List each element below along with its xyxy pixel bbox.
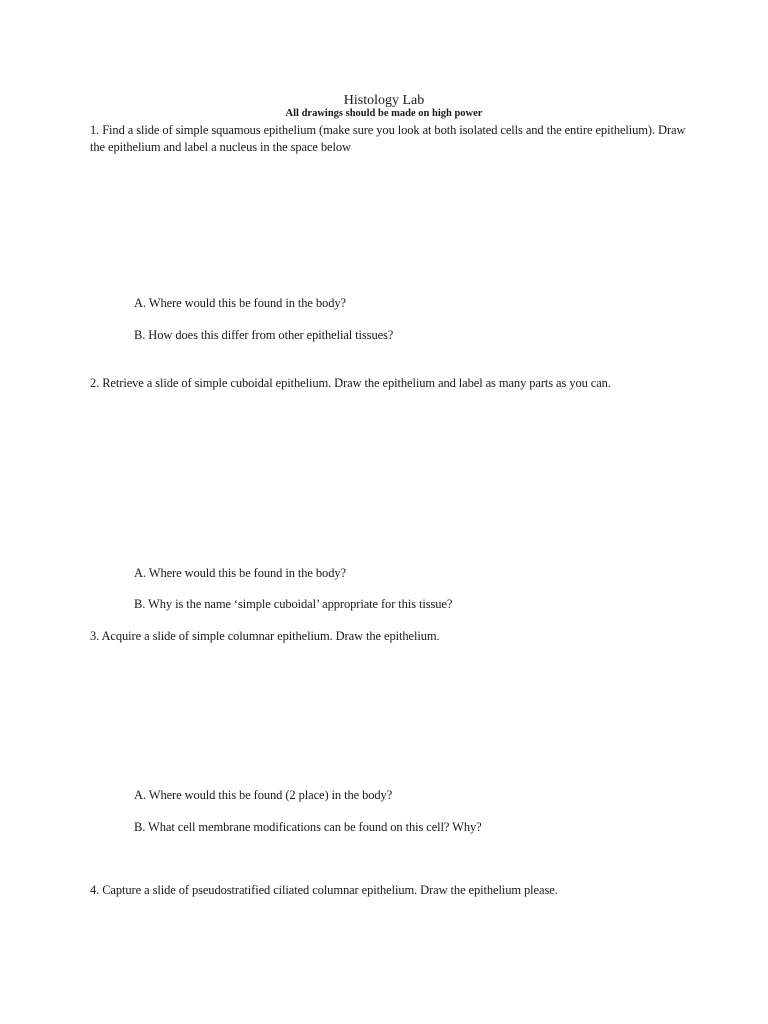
question-2-sub-b: B. Why is the name ‘simple cuboidal’ appropriate for this tissue?: [134, 597, 453, 611]
question-2-sub-a: A. Where would this be found in the body?: [134, 566, 346, 580]
question-1-sub-b: B. How does this differ from other epithelial tissues?: [134, 328, 394, 342]
document-subtitle: All drawings should be made on high power: [285, 108, 483, 119]
question-1: 1. Find a slide of simple squamous epithelium (make sure you look at both isolated cells and the entire epithelium). Draw the epithelium and label a nucleus in the space below: [90, 123, 686, 154]
question-1-sub-a: A. Where would this be found in the body?: [134, 296, 346, 310]
question-3: 3. Acquire a slide of simple columnar epithelium. Draw the epithelium.: [90, 629, 440, 643]
question-4: 4. Capture a slide of pseudostratified ciliated columnar epithelium. Draw the epithelium please.: [90, 883, 558, 897]
question-3-sub-a: A. Where would this be found (2 place) in the body?: [134, 788, 393, 802]
question-2: 2. Retrieve a slide of simple cuboidal epithelium. Draw the epithelium and label as many parts as you can.: [90, 376, 611, 390]
question-3-sub-b: B. What cell membrane modifications can be found on this cell? Why?: [134, 820, 482, 834]
document-title: Histology Lab: [343, 93, 425, 108]
